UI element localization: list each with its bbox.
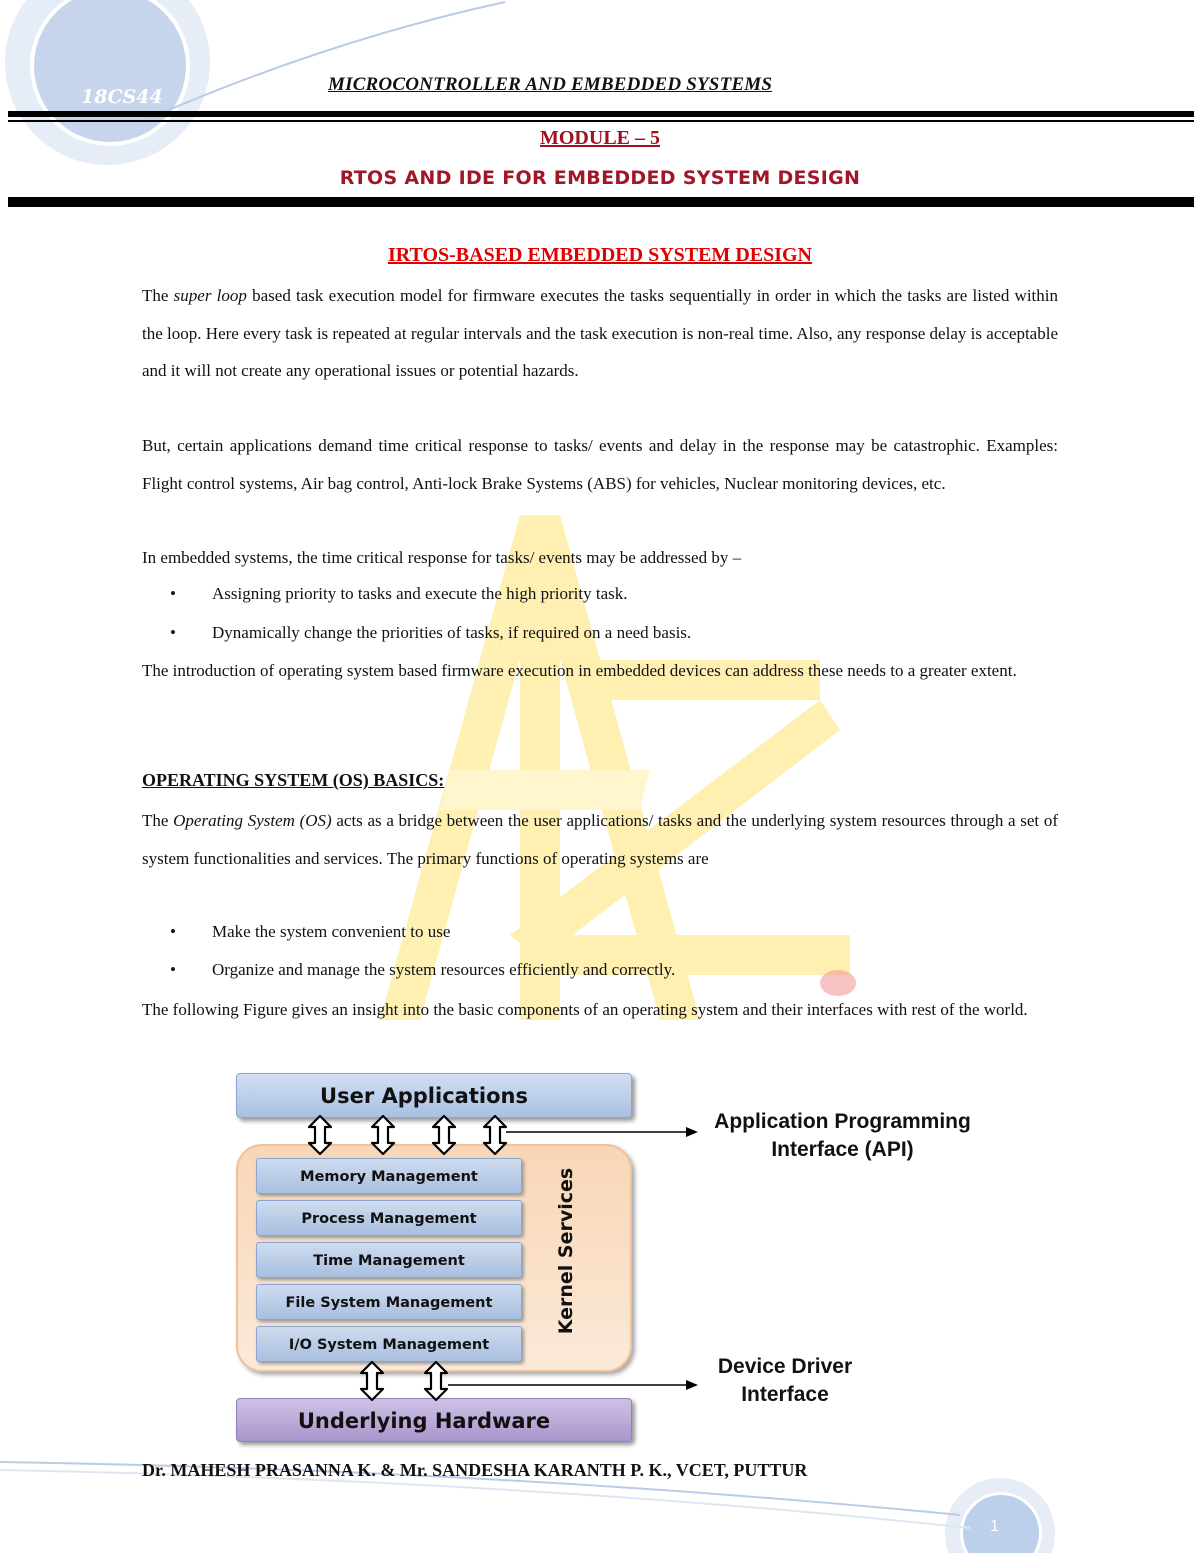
kernel-item-memory: Memory Management	[256, 1158, 522, 1194]
paragraph-time-critical: But, certain applications demand time critical response to tasks/ events and delay in the response may be catastrophic. Examples: Flight control systems, Air bag control, Anti-lock Brake Systems (ABS) for vehicles, Nuclear monitoring devices, etc.	[142, 436, 1058, 493]
course-code: 18CS44	[81, 86, 163, 108]
kernel-item-io-system: I/O System Management	[256, 1326, 522, 1362]
kernel-item-file-system: File System Management	[256, 1284, 522, 1320]
paragraph-addressed-by: In embedded systems, the time critical response for tasks/ events may be addressed by –	[142, 548, 742, 567]
module-rule	[8, 197, 1194, 207]
bullet-icon: •	[170, 960, 176, 979]
page-number: 1	[990, 1518, 999, 1535]
bullet-icon: •	[170, 584, 176, 603]
paragraph-super-loop: The super loop based task execution model for firmware executes the tasks sequentially in order in which the tasks are listed within the loop. Here every task is repeated at regular intervals and the task execution is non-real time. Also, any response delay is acceptable and it will not create any operational issues or potential hazards.	[142, 286, 1059, 380]
footer-authors: Dr. MAHESH PRASANNA K. & Mr. SANDESHA KARANTH P. K., VCET, PUTTUR	[142, 1460, 808, 1480]
kernel-services-label: Kernel Services	[555, 1167, 577, 1335]
user-applications-block: User Applications	[236, 1073, 632, 1118]
header-rule	[8, 111, 1194, 117]
list-item: • Dynamically change the priorities of tasks, if required on a need basis.	[170, 623, 692, 642]
bullet-icon: •	[170, 922, 176, 941]
header-rule-thin	[8, 120, 1194, 122]
paragraph-os-introduction: The introduction of operating system based firmware execution in embedded devices can address these needs to a greater extent.	[142, 661, 1017, 680]
kernel-item-time: Time Management	[256, 1242, 522, 1278]
paragraph-figure-intro: The following Figure gives an insight into the basic components of an operating system and their interfaces with rest of the world.	[142, 1000, 1028, 1019]
bullet-icon: •	[170, 623, 176, 642]
emphasis-super-loop: super loop	[173, 286, 247, 305]
underlying-hardware-block: Underlying Hardware	[236, 1398, 632, 1442]
module-title: MODULE – 5	[540, 127, 660, 149]
section-title-os-basics: OPERATING SYSTEM (OS) BASICS:	[142, 770, 445, 790]
api-label: Application Programming Interface (API)	[714, 1110, 971, 1161]
device-driver-label: Device Driver Interface	[717, 1355, 853, 1406]
module-subtitle: RTOS AND IDE FOR EMBEDDED SYSTEM DESIGN	[339, 167, 861, 189]
emphasis-operating-system: Operating System (OS)	[173, 811, 332, 830]
document-header-title: MICROCONTROLLER AND EMBEDDED SYSTEMS	[328, 74, 773, 95]
paragraph-os-bridge: The Operating System (OS) acts as a bridge between the user applications/ tasks and the underlying system resources through a set of system functionalities and services. The primary functions of operating systems are	[142, 811, 1058, 868]
list-item: • Make the system convenient to use	[170, 922, 451, 941]
list-item: • Organize and manage the system resources efficiently and correctly.	[170, 960, 676, 979]
list-item: • Assigning priority to tasks and execute the high priority task.	[170, 584, 628, 603]
kernel-item-process: Process Management	[256, 1200, 522, 1236]
section-title-rtos-design: IRTOS-BASED EMBEDDED SYSTEM DESIGN	[387, 244, 813, 266]
